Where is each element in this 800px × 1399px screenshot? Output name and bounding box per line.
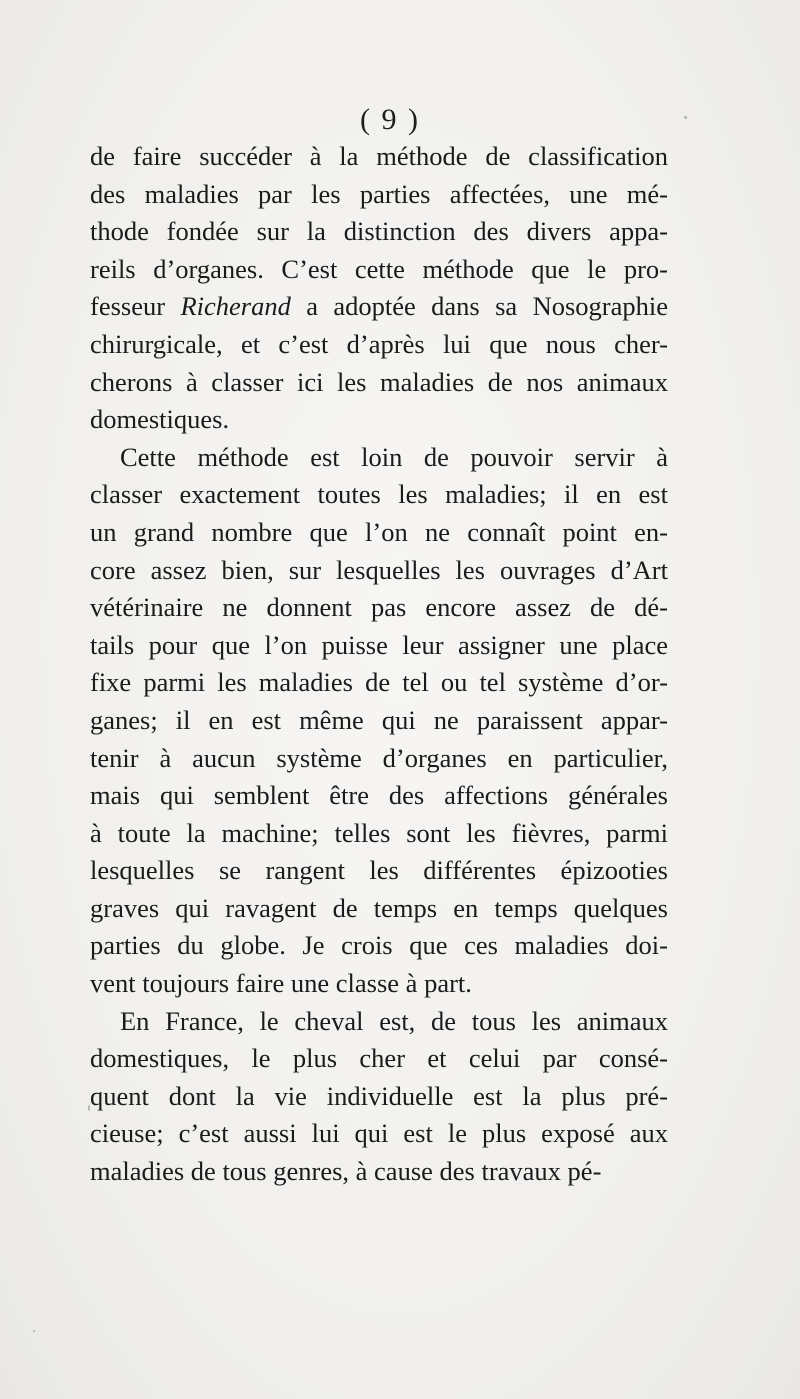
paper-speck [684,116,687,119]
text-line: à toute la machine; telles sont les fièvres, parmi [90,817,668,848]
text-line: maladies de tous genres, à cause des travaux pé- [90,1156,602,1187]
text-line: quent dont la vie individuelle est la plus pré- [90,1080,668,1111]
text-line: fixe parmi les maladies de tel ou tel système d’or- [90,667,668,698]
text-line: mais qui semblent être des affections générales [90,780,668,811]
text-line: tenir à aucun système d’organes en particulier, [90,742,668,773]
text-line: thode fondée sur la distinction des divers appa- [90,216,668,247]
text-line: vent toujours faire une classe à part. [90,968,472,999]
page-number: ( 9 ) [360,103,420,136]
text-line: chirurgicale, et c’est d’après lui que nous cher- [90,328,668,359]
text-line: domestiques, le plus cher et celui par consé- [90,1043,668,1074]
text-line: tails pour que l’on puisse leur assigner une place [90,629,668,660]
body-text [90,138,668,1191]
text-line: ganes; il en est même qui ne paraissent appar- [90,704,668,735]
text-line: En France, le cheval est, de tous les animaux [120,1005,668,1036]
text-line: vétérinaire ne donnent pas encore assez de dé- [90,592,668,623]
text-line: cieuse; c’est aussi lui qui est le plus exposé aux [90,1118,668,1149]
text-line: reils d’organes. C’est cette méthode que le pro- [90,253,668,284]
paper-speck [88,1105,90,1111]
text-line: classer exactement toutes les maladies; il en est [90,479,668,510]
text-line: des maladies par les parties affectées, une mé- [90,178,668,209]
text-line: graves qui ravagent de temps en temps quelques [90,892,668,923]
text-line: un grand nombre que l’on ne connaît point en- [90,516,668,547]
text-line: cherons à classer ici les maladies de nos animaux [90,366,668,397]
text-line: de faire succéder à la méthode de classification [90,141,668,171]
text-line: core assez bien, sur lesquelles les ouvrages d’Art [90,554,668,585]
text-line: lesquelles se rangent les différentes épizooties [90,855,668,886]
text-line: Cette méthode est loin de pouvoir servir à [120,441,668,472]
text-line: domestiques. [90,404,230,435]
paper-speck [33,1330,35,1332]
text-line: parties du globe. Je crois que ces maladies doi- [90,930,668,961]
italic-name: Richerand [180,291,291,322]
text-line: fesseur Richerand a adoptée dans sa Nosographie [90,291,668,322]
